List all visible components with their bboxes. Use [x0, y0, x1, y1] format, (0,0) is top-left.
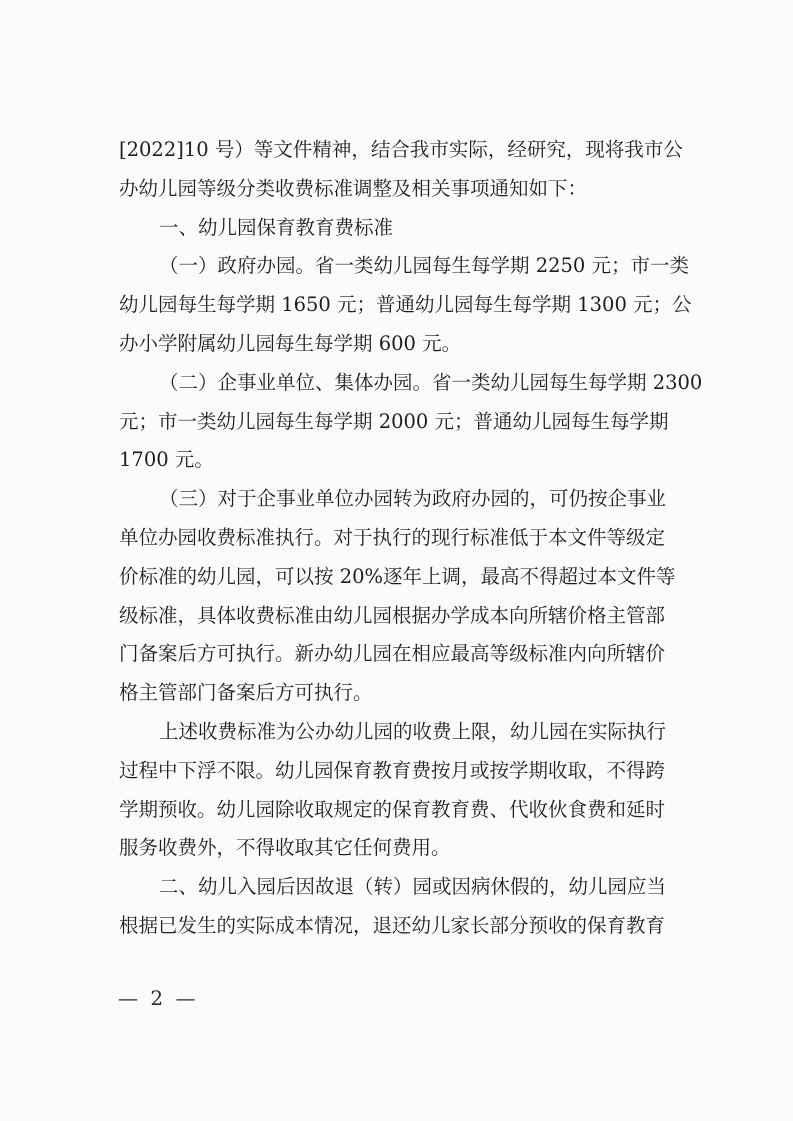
text-line: 上述收费标准为公办幼儿园的收费上限，幼儿园在实际执行	[159, 719, 667, 743]
document-body	[119, 131, 719, 946]
text-line: 过程中下浮不限。幼儿园保育教育费按月或按学期收取，不得跨	[119, 758, 666, 782]
text-line: （一）政府办园。省一类幼儿园每生每学期 2250 元；市一类	[159, 254, 690, 278]
section-heading: 一、幼儿园保育教育费标准	[159, 215, 394, 239]
section-heading: 二、幼儿入园后因故退（转）园或因病休假的，幼儿园应当	[159, 875, 667, 899]
text-line: 服务收费外，不得收取其它任何费用。	[119, 836, 451, 860]
text-line: 办小学附属幼儿园每生每学期 600 元。	[119, 331, 462, 355]
text-line: 单位办园收费标准执行。对于执行的现行标准低于本文件等级定	[119, 525, 666, 549]
text-line: [2022]10 号）等文件精神，结合我市实际，经研究，现将我市公	[119, 138, 683, 161]
text-line: 价标准的幼儿园，可以按 20%逐年上调，最高不得超过本文件等	[119, 564, 676, 588]
text-line: 1700 元。	[119, 448, 214, 472]
text-line: 级标准，具体收费标准由幼儿园根据办学成本向所辖价格主管部	[119, 603, 666, 627]
text-line: 办幼儿园等级分类收费标准调整及相关事项通知如下：	[119, 176, 588, 200]
text-line: 根据已发生的实际成本情况，退还幼儿家长部分预收的保育教育	[119, 913, 666, 937]
text-line: 幼儿园每生每学期 1650 元；普通幼儿园每生每学期 1300 元；公	[119, 293, 692, 317]
text-line: （三）对于企事业单位办园转为政府办园的，可仍按企事业	[159, 487, 667, 511]
text-line: 格主管部门备案后方可执行。	[119, 681, 373, 705]
page-number: — 2 —	[118, 986, 199, 1010]
text-line: 元；市一类幼儿园每生每学期 2000 元；普通幼儿园每生每学期	[119, 409, 669, 433]
text-line: （二）企事业单位、集体办园。省一类幼儿园每生每学期 2300	[159, 370, 703, 394]
text-line: 学期预收。幼儿园除收取规定的保育教育费、代收伙食费和延时	[119, 797, 666, 821]
text-line: 门备案后方可执行。新办幼儿园在相应最高等级标准内向所辖价	[119, 642, 666, 666]
